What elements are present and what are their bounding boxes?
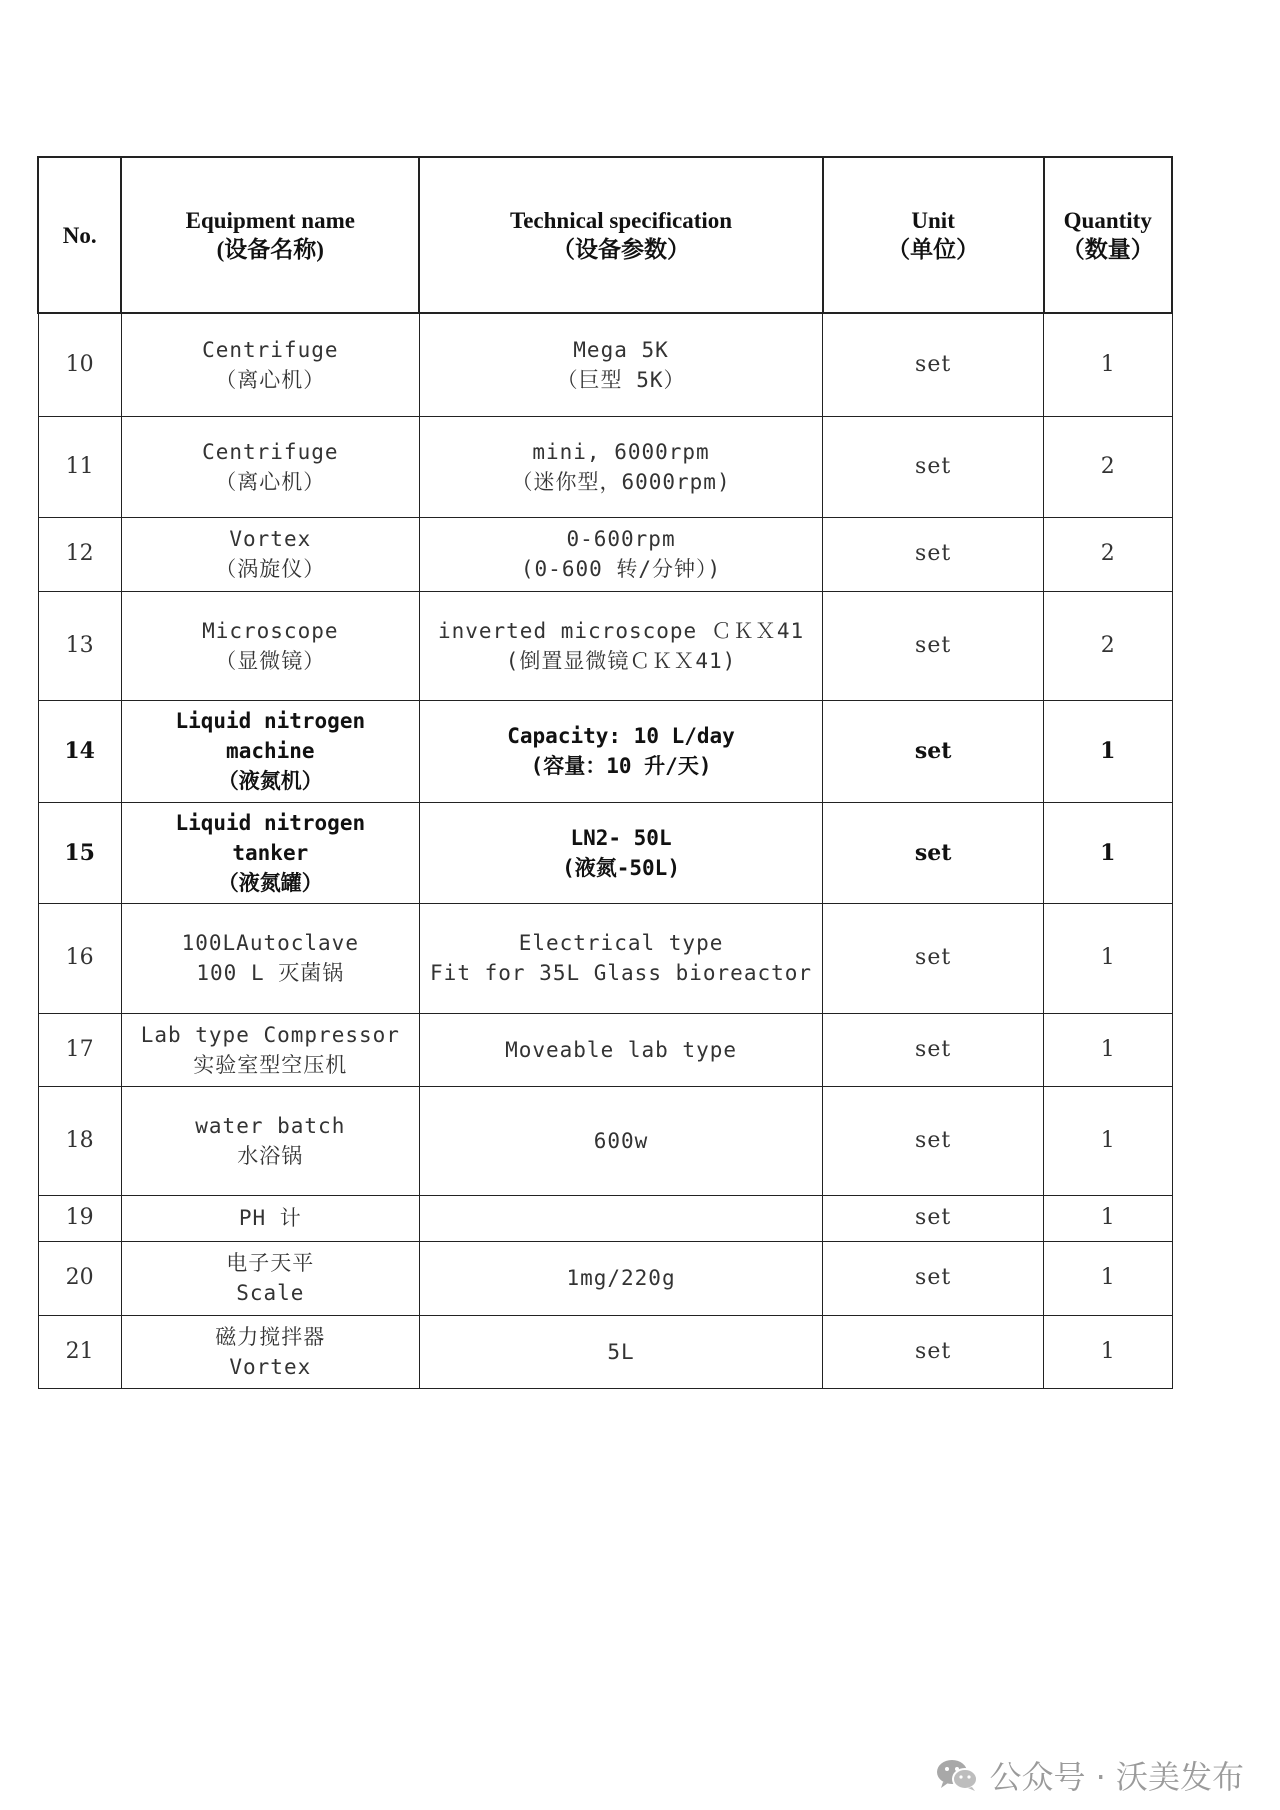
cell-no: [38, 903, 121, 1013]
cell-equipment-name-line: Microscope: [202, 618, 339, 643]
cell-equipment-name: [121, 591, 419, 700]
header-unit-cn: （单位）: [887, 237, 980, 262]
cell-equipment-name-line: （离心机）: [215, 367, 326, 392]
cell-unit-value: set: [915, 1036, 952, 1062]
cell-unit-value: set: [915, 632, 952, 658]
cell-equipment-name-line: PH 计: [238, 1206, 302, 1230]
table-row: [38, 1086, 1172, 1195]
cell-unit-value: set: [915, 541, 952, 566]
cell-equipment-name: [121, 1315, 419, 1388]
header-technical-specification: [419, 157, 822, 313]
cell-unit-value: set: [915, 1205, 952, 1230]
cell-technical-specification-line: inverted microscope ＣＫＸ41: [437, 618, 805, 643]
cell-technical-specification: [419, 802, 822, 903]
table-row: [38, 1013, 1172, 1086]
cell-equipment-name-line: Vortex: [229, 527, 312, 551]
cell-equipment-name-line: （液氮罐）: [217, 870, 323, 895]
cell-equipment-name-line: （离心机）: [215, 469, 326, 494]
equipment-table: [37, 156, 1173, 1389]
cell-quantity-value: 1: [1100, 945, 1115, 970]
cell-unit-value: set: [914, 839, 952, 866]
cell-no-value: 20: [65, 1265, 94, 1290]
cell-equipment-name-line: （显微镜）: [215, 648, 326, 673]
cell-technical-specification: [419, 416, 822, 517]
table-row: [38, 313, 1172, 416]
cell-technical-specification-line: mini, 6000rpm: [532, 439, 710, 464]
cell-no-value: 12: [65, 541, 94, 566]
cell-no-value: 17: [65, 1036, 94, 1062]
table-row: [38, 416, 1172, 517]
cell-no: [38, 416, 121, 517]
cell-equipment-name-line: water batch: [195, 1113, 346, 1138]
table-row: [38, 1315, 1172, 1388]
table-row: [38, 802, 1172, 903]
cell-equipment-name-line: （液氮机）: [217, 769, 323, 793]
cell-equipment-name: [121, 903, 419, 1013]
cell-equipment-name: [121, 1241, 419, 1315]
cell-no: [38, 1241, 121, 1315]
cell-equipment-name: [121, 802, 419, 903]
header-unit-en: Unit: [911, 208, 955, 233]
cell-no: [38, 1195, 121, 1241]
cell-quantity-value: 1: [1100, 839, 1116, 866]
cell-quantity-value: 1: [1100, 738, 1116, 764]
cell-equipment-name-line: Liquid nitrogen: [175, 709, 366, 733]
cell-equipment-name-line: 实验室型空压机: [193, 1052, 348, 1077]
cell-technical-specification-line: Mega 5K: [573, 337, 669, 362]
cell-technical-specification: [419, 700, 822, 802]
cell-equipment-name-line: Vortex: [229, 1354, 312, 1379]
table-row: [38, 700, 1172, 802]
cell-quantity-value: 2: [1100, 541, 1115, 566]
cell-unit: [823, 1013, 1044, 1086]
cell-equipment-name-line: 电子天平: [226, 1251, 315, 1275]
cell-no: [38, 1013, 121, 1086]
cell-technical-specification: [419, 1013, 822, 1086]
cell-quantity: [1044, 1315, 1172, 1388]
cell-no: [38, 591, 121, 700]
cell-unit-value: set: [915, 945, 952, 970]
cell-quantity: [1044, 802, 1172, 903]
cell-equipment-name-line: tanker: [232, 840, 309, 865]
header-name-cn: (设备名称): [216, 237, 324, 262]
cell-unit: [823, 313, 1044, 416]
cell-quantity: [1044, 591, 1172, 700]
cell-technical-specification: [419, 1195, 822, 1241]
cell-unit: [823, 1315, 1044, 1388]
cell-no-value: 19: [65, 1205, 94, 1230]
header-no-label: No.: [62, 222, 97, 248]
header-qty-en: Quantity: [1063, 208, 1152, 233]
cell-technical-specification: [419, 903, 822, 1013]
cell-quantity-value: 1: [1100, 1205, 1115, 1230]
cell-no-value: 15: [64, 839, 95, 866]
cell-equipment-name-line: Scale: [236, 1281, 305, 1305]
header-spec-en: Technical specification: [509, 208, 733, 233]
cell-quantity: [1044, 517, 1172, 591]
cell-unit: [823, 903, 1044, 1013]
cell-equipment-name-line: 100 L 灭菌锅: [196, 961, 345, 985]
cell-quantity: [1044, 1086, 1172, 1195]
wechat-icon: [935, 1757, 979, 1793]
cell-no: [38, 313, 121, 416]
cell-quantity-value: 1: [1100, 1127, 1115, 1153]
cell-unit-value: set: [915, 1265, 952, 1290]
cell-no-value: 14: [64, 738, 95, 764]
cell-no: [38, 1086, 121, 1195]
watermark: [935, 1755, 1244, 1795]
cell-technical-specification-line: Capacity: 10 L/day: [507, 724, 735, 748]
cell-no: [38, 517, 121, 591]
cell-quantity-value: 1: [1100, 351, 1115, 377]
cell-technical-specification-line: Electrical type: [518, 931, 724, 955]
cell-unit-value: set: [915, 453, 952, 479]
cell-no-value: 21: [65, 1338, 94, 1364]
cell-no-value: 10: [65, 351, 94, 377]
cell-quantity: [1044, 1013, 1172, 1086]
cell-unit-value: set: [914, 738, 952, 764]
cell-equipment-name-line: 100LAutoclave: [181, 931, 359, 955]
cell-quantity-value: 1: [1100, 1338, 1115, 1364]
cell-technical-specification-line: （巨型 5K）: [556, 367, 686, 392]
header-spec-cn: （设备参数）: [552, 237, 691, 262]
cell-equipment-name: [121, 313, 419, 416]
cell-equipment-name-line: Centrifuge: [202, 439, 339, 464]
cell-technical-specification: [419, 1315, 822, 1388]
cell-unit: [823, 1086, 1044, 1195]
cell-technical-specification-line: （迷你型，6000rpm): [511, 469, 731, 494]
cell-technical-specification: [419, 313, 822, 416]
cell-no: [38, 700, 121, 802]
cell-quantity-value: 1: [1100, 1265, 1115, 1290]
table-row: [38, 517, 1172, 591]
cell-unit-value: set: [915, 351, 952, 377]
cell-technical-specification: [419, 517, 822, 591]
cell-technical-specification-line: (0-600 转/分钟）): [520, 557, 722, 581]
header-qty-cn: （数量）: [1061, 237, 1154, 262]
cell-technical-specification-line: 5L: [607, 1339, 635, 1364]
cell-quantity: [1044, 416, 1172, 517]
cell-equipment-name: [121, 1195, 419, 1241]
cell-technical-specification-line: (容量：10 升/天): [530, 754, 712, 778]
cell-unit: [823, 591, 1044, 700]
table-row: [38, 591, 1172, 700]
cell-equipment-name: [121, 1013, 419, 1086]
cell-equipment-name: [121, 1086, 419, 1195]
cell-technical-specification-line: (倒置显微镜ＣＫＸ41): [505, 648, 737, 673]
cell-unit: [823, 1195, 1044, 1241]
cell-quantity: [1044, 1241, 1172, 1315]
header-name-en: Equipment name: [185, 208, 355, 233]
cell-no: [38, 1315, 121, 1388]
cell-technical-specification-line: Fit for 35L Glass bioreactor: [430, 961, 813, 985]
watermark-text: 公众号 · 沃美发布: [989, 1758, 1244, 1796]
cell-quantity: [1044, 700, 1172, 802]
cell-technical-specification-line: 1mg/220g: [566, 1266, 676, 1290]
cell-unit: [823, 1241, 1044, 1315]
cell-no-value: 11: [65, 453, 94, 479]
cell-equipment-name-line: Lab type Compressor: [140, 1022, 400, 1047]
cell-equipment-name-line: Centrifuge: [202, 337, 339, 362]
cell-equipment-name-line: Liquid nitrogen: [175, 810, 366, 835]
cell-quantity-value: 1: [1100, 1036, 1115, 1062]
cell-equipment-name: [121, 416, 419, 517]
cell-quantity-value: 2: [1100, 453, 1115, 479]
cell-technical-specification-line: Moveable lab type: [505, 1037, 737, 1062]
table-row: [38, 1195, 1172, 1241]
cell-no-value: 13: [65, 632, 94, 658]
cell-technical-specification-line: (液氮-50L): [562, 855, 680, 880]
cell-technical-specification-line: 600w: [593, 1128, 649, 1153]
cell-quantity: [1044, 1195, 1172, 1241]
cell-quantity-value: 2: [1100, 632, 1115, 658]
cell-equipment-name-line: （涡旋仪）: [215, 557, 326, 581]
cell-no-value: 18: [65, 1127, 94, 1153]
cell-technical-specification: [419, 1086, 822, 1195]
cell-quantity: [1044, 313, 1172, 416]
cell-equipment-name-line: 磁力搅拌器: [215, 1324, 326, 1349]
cell-quantity: [1044, 903, 1172, 1013]
header-equipment-name: [121, 157, 419, 313]
table-row: [38, 903, 1172, 1013]
table-header-row: [38, 157, 1172, 313]
header-no: [38, 157, 121, 313]
cell-unit-value: set: [915, 1127, 952, 1153]
cell-unit: [823, 416, 1044, 517]
cell-no-value: 16: [65, 945, 94, 970]
cell-unit: [823, 517, 1044, 591]
cell-no: [38, 802, 121, 903]
cell-technical-specification: [419, 591, 822, 700]
table-body: [38, 313, 1172, 1388]
header-quantity: [1044, 157, 1172, 313]
cell-unit-value: set: [915, 1338, 952, 1364]
cell-unit: [823, 700, 1044, 802]
header-unit: [823, 157, 1044, 313]
cell-technical-specification-line: 0-600rpm: [566, 527, 676, 551]
cell-equipment-name-line: machine: [226, 739, 315, 763]
cell-technical-specification: [419, 1241, 822, 1315]
cell-equipment-name: [121, 700, 419, 802]
cell-equipment-name-line: 水浴锅: [237, 1143, 304, 1168]
table-row: [38, 1241, 1172, 1315]
cell-unit: [823, 802, 1044, 903]
cell-technical-specification-line: LN2- 50L: [570, 825, 672, 850]
cell-equipment-name: [121, 517, 419, 591]
